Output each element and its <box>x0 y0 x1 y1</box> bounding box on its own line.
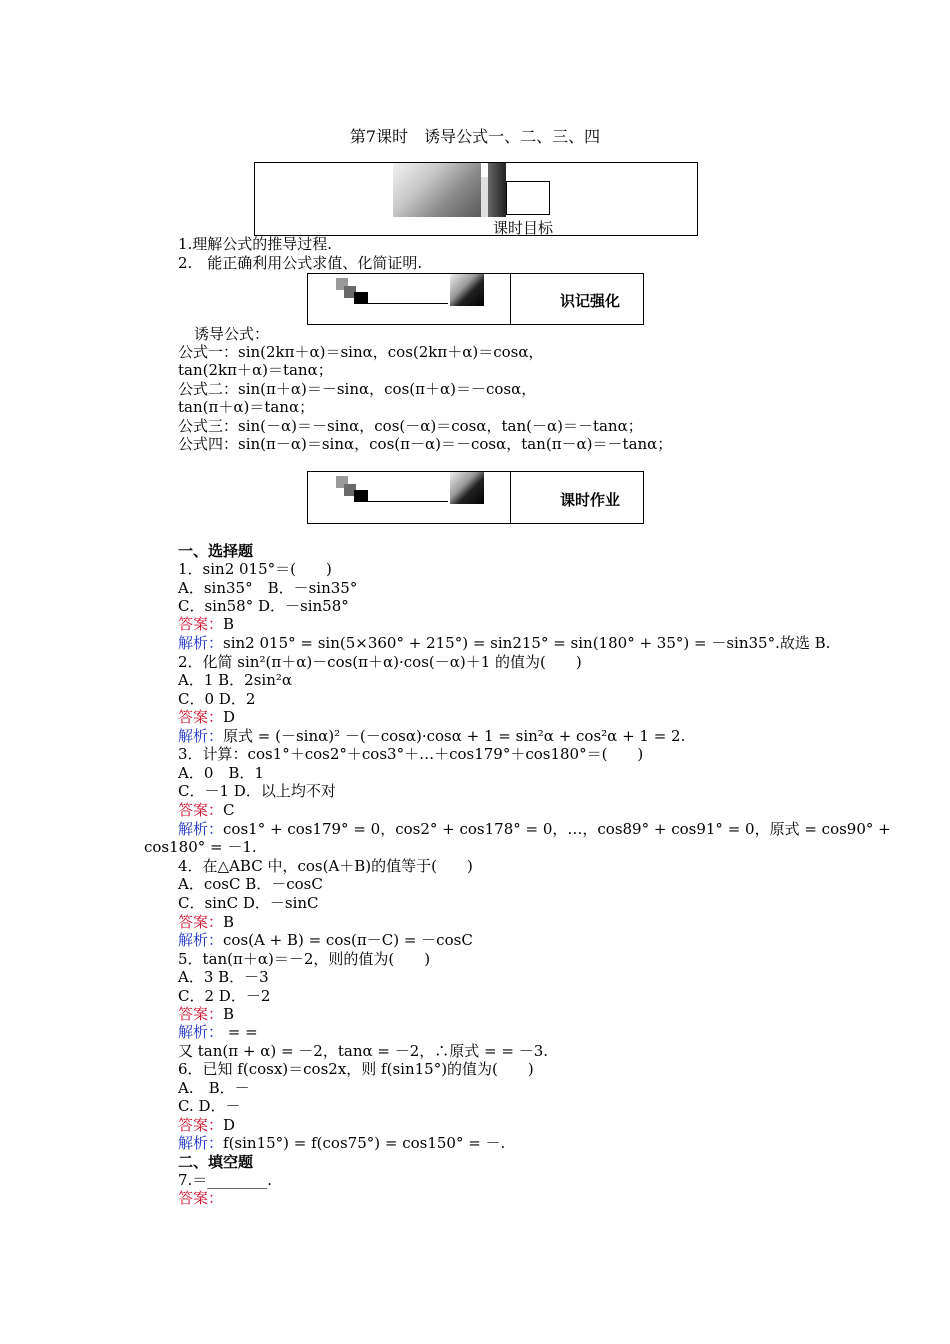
formula-line: 公式一：sin(2kπ＋α)＝sinα，cos(2kπ＋α)＝cosα， <box>178 343 544 361</box>
analysis-continuation: cos180° = －1. <box>144 838 257 856</box>
answer-row <box>178 1005 234 1023</box>
question-options: A. B．－ <box>178 1079 250 1097</box>
analysis-text: = = <box>223 1023 258 1041</box>
answer-row <box>178 1116 235 1134</box>
analysis-label: 解析： <box>178 634 224 652</box>
banner-graphic-bar <box>488 163 506 217</box>
answer-value: C <box>223 801 235 819</box>
section-heading: 二、填空题 <box>178 1153 254 1171</box>
answer-row <box>178 913 234 931</box>
question-options: C．sinC D．－sinC <box>178 894 319 912</box>
answer-label: 答案： <box>178 1116 224 1134</box>
question-stem: 7.＝________. <box>178 1171 273 1189</box>
banner-graphic <box>450 472 484 504</box>
analysis-row <box>178 931 473 949</box>
analysis-label: 解析： <box>178 727 224 745</box>
homework-banner <box>307 471 644 524</box>
question-options: A．1 B．2sin²α <box>178 671 293 689</box>
banner-rule <box>368 303 448 304</box>
analysis-continuation: 又 tan(π + α) = －2，tanα = －2，∴原式 = = －3. <box>178 1042 549 1060</box>
goal-banner-label: 课时目标 <box>493 219 554 237</box>
answer-value: D <box>223 708 236 726</box>
analysis-text: sin2 015° = sin(5×360° + 215°) = sin215° = sin(180° + 35°) = －sin35°.故选 B. <box>223 634 831 652</box>
formula-line: tan(π＋α)＝tanα； <box>178 398 315 416</box>
analysis-row <box>178 1134 505 1152</box>
question-options: C．0 D．2 <box>178 690 256 708</box>
answer-value: D <box>223 1116 236 1134</box>
banner-rule <box>368 501 448 502</box>
question-stem: 1．sin2 015°＝( ) <box>178 560 332 578</box>
answer-label: 答案： <box>178 615 224 633</box>
question-options: C．－1 D．以上均不对 <box>178 782 336 800</box>
question-stem: 2．化简 sin²(π＋α)－cos(π＋α)·cos(－α)＋1 的值为( ) <box>178 653 582 671</box>
homework-banner-label: 课时作业 <box>560 491 621 509</box>
question-options: A．sin35° B．－sin35° <box>178 579 358 597</box>
analysis-row <box>178 634 830 652</box>
answer-row <box>178 801 235 819</box>
banner-graphic <box>393 163 481 217</box>
analysis-label: 解析： <box>178 820 224 838</box>
formula-line: 公式二：sin(π＋α)＝－sinα，cos(π＋α)＝－cosα， <box>178 380 537 398</box>
analysis-row <box>178 1023 258 1041</box>
answer-label: 答案： <box>178 801 224 819</box>
analysis-row <box>178 820 891 838</box>
formula-line: 公式四：sin(π－α)＝sinα，cos(π－α)＝－cosα，tan(π－α)＝－tanα； <box>178 435 673 453</box>
answer-value: B <box>223 615 235 633</box>
answer-label: 答案： <box>178 913 224 931</box>
banner-divider <box>510 274 511 324</box>
question-options: C. D．－ <box>178 1097 241 1115</box>
analysis-text: cos1° + cos179° = 0，cos2° + cos178° = 0，…，cos89° + cos91° = 0，原式 = cos90° + <box>223 820 891 838</box>
analysis-label: 解析： <box>178 1134 224 1152</box>
question-options: A．3 B．－3 <box>178 968 269 986</box>
question-stem: 5．tan(π＋α)＝－2，则的值为( ) <box>178 950 431 968</box>
question-options: C．sin58° D．－sin58° <box>178 597 349 615</box>
question-options: A．0 B．1 <box>178 764 264 782</box>
analysis-text: cos(A + B) = cos(π－C) = －cosC <box>223 931 473 949</box>
banner-graphic-strip <box>481 177 488 217</box>
question-options: C．2 D．－2 <box>178 987 271 1005</box>
banner-blocks <box>354 292 368 304</box>
formula-line: 公式三：sin(－α)＝－sinα，cos(－α)＝cosα，tan(－α)＝－tanα； <box>178 417 643 435</box>
formula-line: tan(2kπ＋α)＝tanα； <box>178 361 333 379</box>
section-heading: 一、选择题 <box>178 542 254 560</box>
answer-value: B <box>223 913 235 931</box>
memory-banner-label: 识记强化 <box>560 292 621 310</box>
question-stem: 3．计算：cos1°＋cos2°＋cos3°＋…＋cos179°＋cos180°＝( ) <box>178 745 644 763</box>
answer-label: 答案： <box>178 1005 224 1023</box>
answer-label: 答案： <box>178 1189 224 1207</box>
answer-row <box>178 708 235 726</box>
analysis-label: 解析： <box>178 1023 224 1041</box>
memory-banner <box>307 273 644 325</box>
banner-frame <box>506 181 550 215</box>
question-stem: 4．在△ABC 中，cos(A＋B)的值等于( ) <box>178 857 473 875</box>
analysis-text: 原式 = (－sinα)² －(－cosα)·cosα + 1 = sin²α + cos²α + 1 = 2. <box>223 727 686 745</box>
analysis-label: 解析： <box>178 931 224 949</box>
answer-row <box>178 615 234 633</box>
answer-label: 答案： <box>178 708 224 726</box>
question-stem: 6．已知 f(cosx)＝cos2x，则 f(sin15°)的值为( ) <box>178 1060 534 1078</box>
answer-value: B <box>223 1005 235 1023</box>
banner-blocks <box>354 490 368 502</box>
goal-item: 1.理解公式的推导过程. <box>178 235 333 253</box>
formula-heading: 诱导公式： <box>194 325 270 343</box>
analysis-text: f(sin15°) = f(cos75°) = cos150° = －. <box>223 1134 506 1152</box>
page-title: 第7课时 诱导公式一、二、三、四 <box>349 127 601 146</box>
analysis-row <box>178 727 685 745</box>
banner-graphic <box>450 274 484 306</box>
question-options: A．cosC B．－cosC <box>178 875 323 893</box>
banner-divider <box>510 472 511 523</box>
goal-item: 2. 能正确利用公式求值、化简证明. <box>178 254 423 272</box>
answer-row <box>178 1189 223 1207</box>
goal-banner <box>254 162 698 236</box>
